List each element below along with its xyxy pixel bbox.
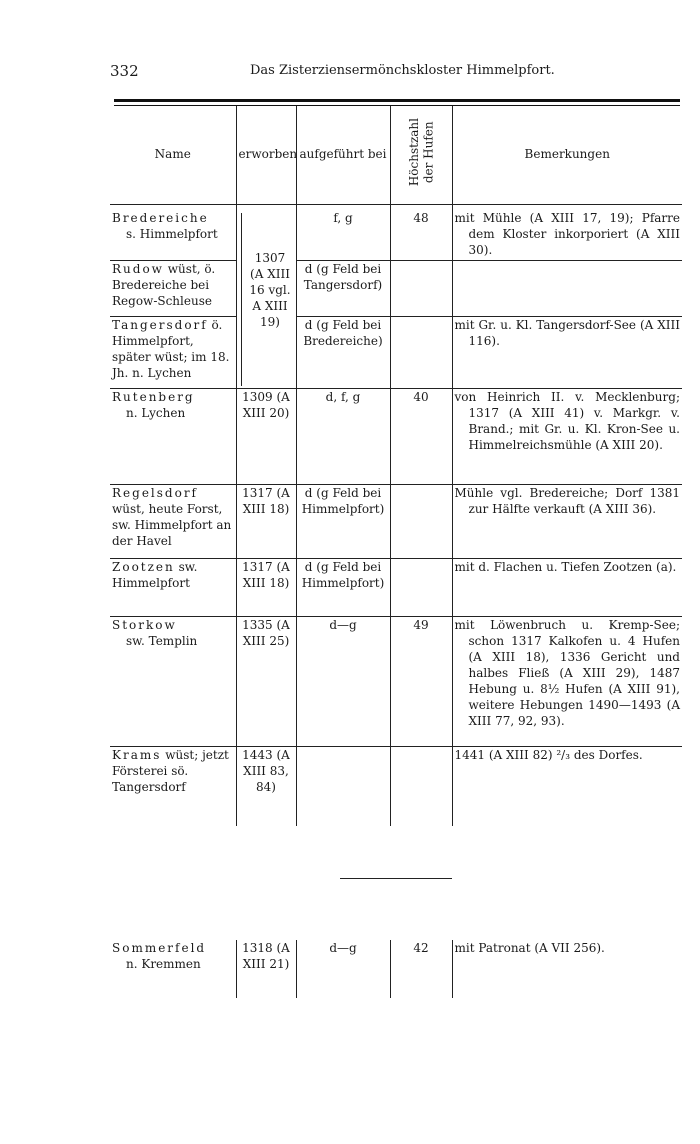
hufen-cell: 48 — [390, 205, 452, 261]
table-row — [110, 260, 682, 316]
name-cell — [110, 558, 236, 616]
listed-cell: d—g — [296, 940, 390, 998]
place-name: Regelsdorf — [112, 485, 198, 500]
section-divider — [340, 878, 452, 879]
remarks-text: Mühle vgl. Bredereiche; Dorf 1381 zur Hälfte verkauft (A XIII 36). — [454, 485, 680, 516]
hufen-cell: 40 — [390, 388, 452, 484]
table-row — [110, 388, 682, 484]
place-note: s. Himmelpfort — [126, 226, 218, 241]
place-name: Rudow — [112, 261, 164, 276]
property-table — [110, 106, 682, 826]
place-name: Storkow — [112, 617, 177, 632]
hufen-cell — [390, 558, 452, 616]
remarks-cell — [452, 260, 682, 316]
col-header-remarks: Bemerkungen — [452, 106, 682, 205]
remarks-cell — [452, 484, 682, 558]
place-name: Bredereiche — [112, 211, 209, 225]
remarks-cell — [452, 316, 682, 388]
table-row — [110, 205, 682, 261]
place-note: sw. Himmelpfort — [112, 559, 198, 590]
name-cell — [110, 940, 236, 998]
brace-mark — [241, 213, 248, 386]
listed-cell: d (g Feld bei Himmelpfort) — [296, 484, 390, 558]
table-row — [110, 558, 682, 616]
acquired-group-value: 1307 (A XIII 16 vgl. A XIII 19) — [249, 251, 291, 329]
acquired-cell: 1309 (A XIII 20) — [236, 388, 296, 484]
listed-cell: d (g Feld bei Tangersdorf) — [296, 260, 390, 316]
place-note: n. Lychen — [126, 405, 186, 420]
place-note: wüst, ö. Bredereiche bei Regow-Schleuse — [112, 261, 216, 308]
remarks-text: mit Mühle (A XIII 17, 19); Pfarre dem Kloster inkorporiert (A XIII 30). — [454, 211, 680, 257]
hufen-cell — [390, 484, 452, 558]
hufen-cell — [390, 746, 452, 826]
acquired-cell: 1443 (A XIII 83, 84) — [236, 746, 296, 826]
name-cell — [110, 260, 236, 316]
place-note: sw. Templin — [126, 633, 198, 648]
acquired-cell: 1335 (A XIII 25) — [236, 616, 296, 746]
listed-cell: d (g Feld bei Bredereiche) — [296, 316, 390, 388]
name-cell — [110, 616, 236, 746]
acquired-cell: 1317 (A XIII 18) — [236, 558, 296, 616]
place-name: Rutenberg — [112, 389, 195, 404]
hufen-cell: 49 — [390, 616, 452, 746]
col-header-name: Name — [110, 106, 236, 205]
col-header-acquired: erworben — [236, 106, 296, 205]
hufen-cell — [390, 260, 452, 316]
place-name: Zootzen — [112, 559, 175, 574]
remarks-cell — [452, 205, 682, 261]
place-note: n. Kremmen — [126, 956, 201, 971]
col-header-max-hufen — [390, 106, 452, 205]
table-row — [110, 316, 682, 388]
acquired-cell-group — [236, 205, 296, 389]
remarks-cell — [452, 616, 682, 746]
listed-cell: d (g Feld bei Himmelpfort) — [296, 558, 390, 616]
table-row — [110, 746, 682, 826]
name-cell — [110, 746, 236, 826]
remarks-text: mit Gr. u. Kl. Tangersdorf-See (A XIII 116). — [454, 317, 680, 348]
remarks-text: mit Löwenbruch u. Kremp-See; schon 1317 Kalkofen u. 4 Hufen (A XIII 18), 1336 Gericht und halbes Fließ (A XIII 29), 1487 Hebung u. 8½ Hufen (A XIII 91), weitere Hebungen 1490—1493 (A XIII 77, 92, 93). — [454, 617, 680, 728]
name-cell — [110, 205, 236, 261]
listed-cell: d, f, g — [296, 388, 390, 484]
listed-cell — [296, 746, 390, 826]
page-number: 332 — [110, 62, 139, 80]
hufen-cell — [390, 316, 452, 388]
acquired-cell: 1317 (A XIII 18) — [236, 484, 296, 558]
running-title: Das Zisterziensermönchskloster Himmelpfort. — [250, 63, 555, 78]
place-name: Sommerfeld — [112, 941, 207, 955]
remarks-cell: mit d. Flachen u. Tiefen Zootzen (a). — [452, 558, 682, 616]
listed-cell: d—g — [296, 616, 390, 746]
property-table-continued — [110, 940, 682, 998]
place-note: wüst, heute Forst, sw. Himmelpfort an der Havel — [112, 501, 232, 548]
remarks-text: von Heinrich II. v. Mecklenburg; 1317 (A XIII 41) v. Markgr. v. Brand.; mit Gr. u. Kl. Kron-See u. Himmelreichsmühle (A XIII 20). — [454, 389, 680, 452]
header-rule-thick — [114, 99, 680, 102]
page-header — [110, 62, 680, 84]
remarks-cell: 1441 (A XIII 82) ²/₃ des Dorfes. — [452, 746, 682, 826]
place-note: wüst; jetzt Försterei sö. Tangersdorf — [112, 747, 229, 794]
remarks-cell — [452, 388, 682, 484]
table-row — [110, 940, 682, 998]
name-cell — [110, 316, 236, 388]
place-name: Tangersdorf — [112, 317, 208, 332]
name-cell — [110, 484, 236, 558]
place-note: ö. Himmelpfort, später wüst; im 18. Jh. n. Lychen — [112, 317, 230, 380]
place-name: Krams — [112, 747, 162, 762]
listed-cell: f, g — [296, 205, 390, 261]
table-row — [110, 616, 682, 746]
name-cell — [110, 388, 236, 484]
acquired-cell: 1318 (A XIII 21) — [236, 940, 296, 998]
col-header-max-hufen-line2: der Hufen — [421, 121, 435, 184]
col-header-listed: aufgeführt bei — [296, 106, 390, 205]
col-header-max-hufen-line1: Höchstzahl — [406, 118, 421, 187]
hufen-cell: 42 — [390, 940, 452, 998]
remarks-cell: mit Patronat (A VII 256). — [452, 940, 682, 998]
table-row — [110, 484, 682, 558]
